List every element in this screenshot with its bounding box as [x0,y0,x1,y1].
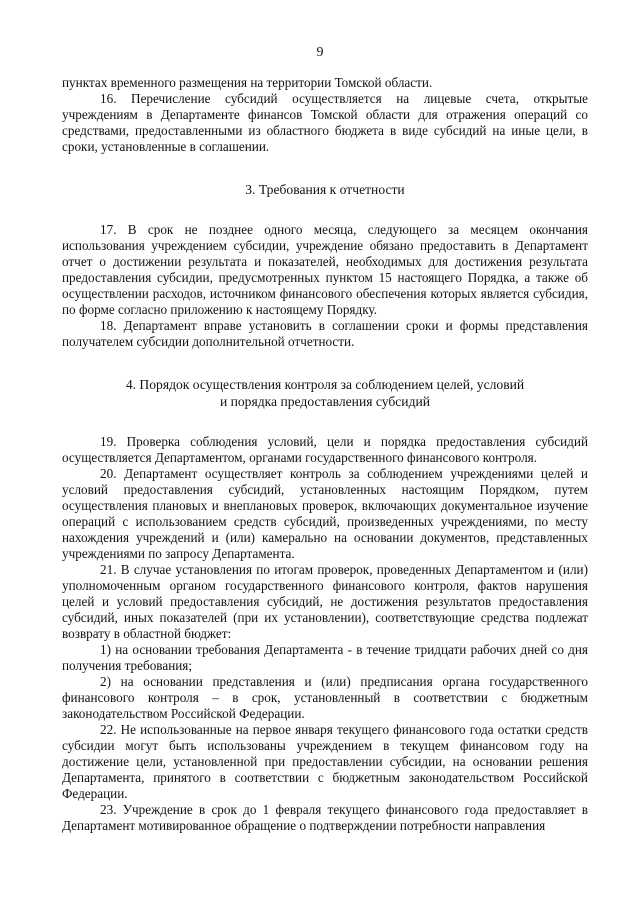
paragraph-18: 18. Департамент вправе установить в соглашении сроки и формы представления получателем субсидии дополнительной отчетности. [62,318,588,349]
paragraph-20: 20. Департамент осуществляет контроль за соблюдением учреждениями целей и условий предоставления субсидий, установленных настоящим Порядком, путем осуществления плановых и внеплановых проверок, включающих документальное изучение операций с использованием средств субсидий, произведенных учреждениями, по месту нахождения учреждений и (или) камерально на основании документов, представленных учреждениями по запросу Департамента. [62,466,588,561]
paragraph-19: 19. Проверка соблюдения условий, цели и порядка предоставления субсидий осуществляется Департаментом, органами государственного финансового контроля. [62,434,588,465]
paragraph-21-item-1: 1) на основании требования Департамента - в течение тридцати рабочих дней со дня получения требования; [62,642,588,673]
paragraph-23: 23. Учреждение в срок до 1 февраля текущего финансового года предоставляет в Департамент мотивированное обращение о подтверждении потребности направления [62,802,588,833]
page-number: 9 [316,45,324,60]
section-3-heading: 3. Требования к отчетности [245,182,405,197]
document-body [62,75,588,834]
section-4-heading-line-1: 4. Порядок осуществления контроля за соблюдением целей, условий [125,377,525,392]
paragraph-21: 21. В случае установления по итогам проверок, проведенных Департаментом и (или) уполномоченным органом государственного финансового контроля, фактов нарушения целей и условий предоставления субсидий, не достижения результатов предоставления субсидий, иных показателей (при их установлении), соответствующие средства подлежат возврату в областной бюджет: [62,562,588,641]
section-4-heading-line-2: и порядка предоставления субсидий [219,394,431,409]
paragraph-21-item-2: 2) на основании представления и (или) предписания органа государственного финансового контроля – в срок, установленный в соответствии с бюджетным законодательством Российской Федерации. [62,674,588,721]
paragraph-17: 17. В срок не позднее одного месяца, следующего за месяцем окончания использования учреждением субсидии, учреждение обязано предоставить в Департамент отчет о достижении результата и показателей, необходимых для достижения результата предоставления субсидии, предусмотренных пунктом 15 настоящего Порядка, а также об осуществлении расходов, источником финансового обеспечения которых является субсидия, по форме согласно приложению к настоящему Порядку. [62,222,588,317]
paragraph-16: 16. Перечисление субсидий осуществляется на лицевые счета, открытые учреждениям в Департаменте финансов Томской области для отражения операций со средствами, предоставленными из областного бюджета в виде субсидий на иные цели, в сроки, установленные в соглашении. [62,91,588,154]
paragraph-continuation: пунктах временного размещения на территории Томской области. [62,75,433,90]
paragraph-22: 22. Не использованные на первое января текущего финансового года остатки средств субсидии могут быть использованы учреждением в текущем финансовом году на достижение цели, установленной при предоставлении субсидии, на основании решения Департамента, принятого в соответствии с бюджетным законодательством Российской Федерации. [62,722,588,801]
